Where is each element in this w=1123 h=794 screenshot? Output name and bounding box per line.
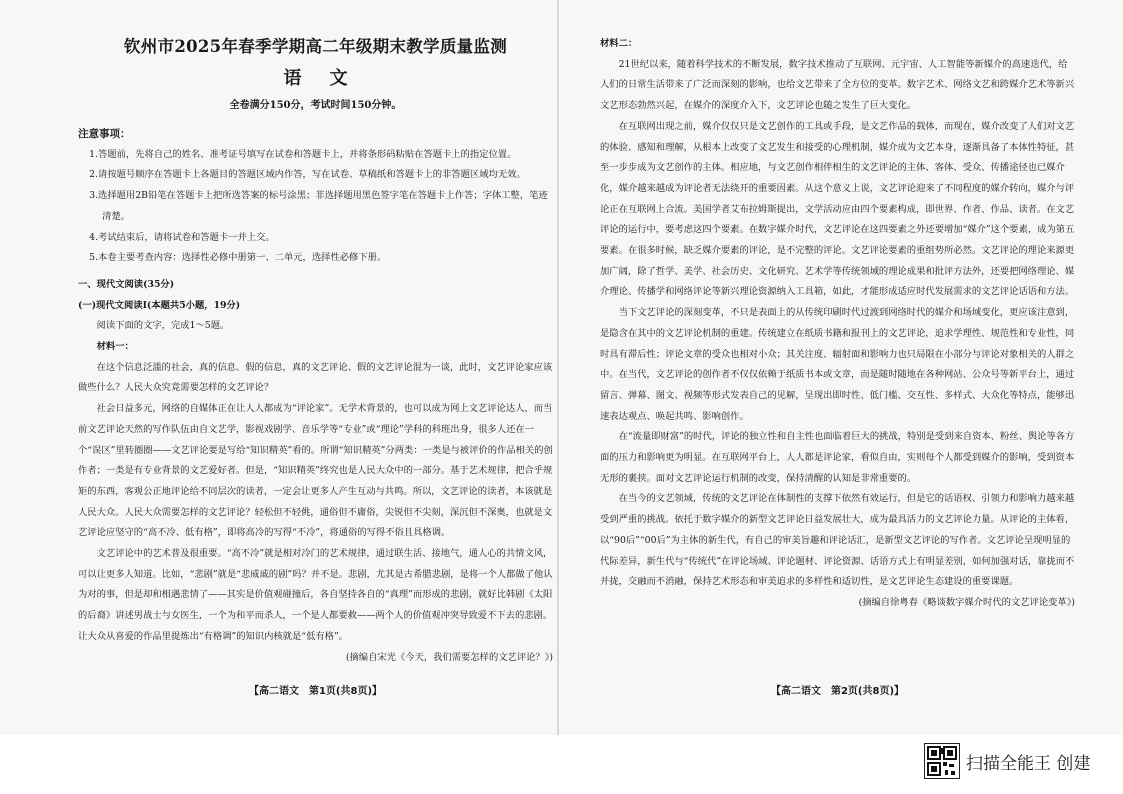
paragraph: 21世纪以来，随着科学技术的不断发展，数字技术推动了互联网、元宇宙、人工智能等新媒介的高速迭代，给人们的日常生活带来了广泛而深刻的影响，也给文艺带来了全方位的变革。数字艺术、网络文艺和跨媒介艺术等新兴文艺形态勃然兴起，在媒介的深度介入下，文艺评论也随之发生了巨大变化。 (600, 58, 1075, 112)
paragraph: 当下文艺评论的深刻变革，不只是表面上的从传统印刷时代过渡到网络时代的媒介和场域变化，更应该注意到，是隐含在其中的文艺评论机制的重建。传统建立在纸质书籍和报刊上的文艺评论，追求学理性、规范性和专业性，同时具有滞后性；评论文章的受众也相对小众；其关注度、辐射面和影响力也只局限在小部分与评论对象相关的人群之中。在当代，文艺评论的创作者不仅仅依赖于纸质书本或文章，而是随时随地在各种网站、公众号等新平台上，通过留言、弹幕、图文、视频等形式发表自己的见解，呈现出即时性、低门槛、交互性、多样式、大众化等特点，能够迅速表达观点、唤起共鸣、影响创作。 (600, 307, 1075, 422)
notice-title: 注意事项： (78, 128, 131, 140)
page-footer: 【高二语文 第1页(共8页)】 (248, 686, 383, 697)
score-line: 全卷满分150分，考试时间150分钟。 (229, 100, 402, 111)
page-footer: 【高二语文 第2页(共8页)】 (770, 686, 905, 697)
notice-item: 5.本卷主要考查内容：选择性必修中册第一、二单元，选择性必修下册。 (89, 252, 387, 264)
subject-heading: 语文 (283, 68, 376, 89)
qr-code-icon (924, 743, 960, 779)
exam-title: 钦州市2025年春季学期高二年级期末教学质量监测 (123, 37, 508, 56)
paragraph: 在“流量即财富”的时代，评论的独立性和自主性也面临着巨大的挑战，特别是受到来自资本、粉丝、舆论等各方面的压力和影响更为明显。在互联网平台上，人人都是评论家，看似自由，实则每个人都受到媒介的影响，受到资本无形的裹挟。面对文艺评论运行机制的改变，保持清醒的认知是非常重要的。 (600, 431, 1075, 484)
notice-item: 2.请按题号顺序在答题卡上各题目的答题区域内作答，写在试卷、草稿纸和答题卡上的非答题区域均无效。 (89, 169, 526, 181)
subsection-heading: (一)现代文阅读Ⅰ(本题共5小题，19分) (78, 299, 241, 311)
source-citation: (摘编自徐粤春《略谈数字媒介时代的文艺评论变革》) (858, 596, 1075, 608)
page-divider (557, 0, 559, 735)
paragraph: 在当今的文艺领域，传统的文艺评论在体制性的支撑下依然有效运行，但是它的话语权、引领力和影响力越来越受到严重的挑战。依托于数字媒介的新型文艺评论日益发展壮大，成为最具活力的文艺评论力量。从评论的主体看，以“90后”“00后”为主体的新生代，有自己的审美旨趣和评论话汇，是新型文艺评论的写作者。文艺评论呈现明显的代际差异，新生代与“传统代”在评论场域、评论题材、评论资源、话语方式上有明显差别，如何加强对话，靠拢而不并拢，交融而不消融，保持艺术形态和审美追求的多样性和适切性，是文艺评论生态建设的重要课题。 (600, 493, 1075, 588)
scanner-brand-label: 扫描全能王 创建 (966, 754, 1091, 774)
notice-item: 3.选择题用2B铅笔在答题卡上把所选答案的标号涂黑；非选择题用黑色签字笔在答题卡上作答；字体工整，笔迹清楚。 (89, 190, 548, 222)
paragraph: 在互联网出现之前，媒介仅仅只是文艺创作的工具或手段，是文艺作品的载体，而现在，媒介改变了人们对文艺的体验、感知和理解，从根本上改变了文艺发生和接受的心理机制，媒介成为文艺本身，逐渐具备了本体性特征，甚至一步步成为文艺创作的主体。相应地，与文艺创作相伴相生的文艺评论的主体、客体、受众、传播途径也已媒介化，媒介越来越成为评论者无法绕开的重要因素。从这个意义上说，文艺评论迎来了不同程度的媒介转向，媒介与评论正在互联网上合流。美国学者艾布拉姆斯提出，文学活动应由四个要素构成，即世界、作者、作品、读者。在文艺评论的运行中，要考虑这四个要素。在数字媒介时代，文艺评论在这四要素之外还要增加“媒介”这个要素，成为第五要素。在很多时候，缺乏媒介要素的评论，是不完整的评论。文艺评论要素的重组势所必然。文艺评论的理论来源更加广阔，除了哲学、美学、社会历史、文化研究、艺术学等传统领域的理论成果和批评方法外，还要把网络理论、媒介理论、传播学和网络评论等新兴理论资源纳入工具箱，如此，才能形成适应时代发展需求的文艺评论话语和方法。 (600, 120, 1075, 298)
source-citation: (摘编自宋光《今天，我们需要怎样的文艺评论？》) (345, 651, 553, 663)
paragraph: 在这个信息泛滥的社会，真的信息、假的信息，真的文艺评论、假的文艺评论混为一谈，此时，文艺评论家应该做些什么？人民大众究竟需要怎样的文艺评论？ (78, 361, 553, 394)
notice-item: 1.答题前，先将自己的姓名、准考证号填写在试卷和答题卡上，并将条形码粘贴在答题卡上的指定位置。 (89, 148, 517, 160)
paragraph: 社会日益多元，网络的自媒体正在让人人都成为“评论家”。无学术背景的，也可以成为网上文艺评论达人，而当前文艺评论天然的写作队伍由自文艺学，影视戏剧学、音乐学等“专业”或“理论”学科的科班出身，很多人还在一个“误区”里转圈圈——文艺评论要是写给“知识精英”看的。所谓“知识精英”分两类：一类是与被评价的作品相关的创作者；一类是有专业背景的文艺爱好者。但是，“知识精英”终究也是人民大众中的一部分。基于艺术规律，把合乎规矩的东西，客观公正地评论给不同层次的读者，一定会让更多人产生互动与共鸣。所以，文艺评论的读者，本该就是人民大众。人民大众需要怎样的文艺评论？轻松但不轻佻，通俗但不庸俗，尖锐但不尖刻，深沉但不深奥，也就是文艺评论应坚守的“高不冷、低有格”，即将高冷的写得“不冷”，将通俗的写得不俗且具格调。 (78, 403, 553, 539)
paragraph: 文艺评论中的艺术普及很重要。“高不冷”就是相对冷门的艺术规律，通过联生活、接地气，通人心的共情文风，可以让更多人知道。比如，“悲剧”就是“悲威戚的剧”吗？并不是。悲剧，尤其是古希腊悲剧，是将一个人都做了他认为对的事，但是却和相遇悲情了——其实是价值观碰撞后，各自坚持各自的“真理”而形成的悲剧，就好比韩剧《太阳的后裔》讲述男战士与女医生，一个为和平而杀人，一个是人都要救——两个人的价值观冲突导致爱不下去的悲剧。让大众从喜爱的作品里提炼出“有格调”的知识内核就是“低有格”。 (78, 548, 553, 642)
section-heading: 一、现代文阅读(35分) (78, 278, 175, 290)
material-label: 材料一： (96, 341, 134, 353)
material-label: 材料二： (600, 38, 638, 49)
notice-item: 4.考试结束后，请将试卷和答题卡一并上交。 (89, 231, 275, 243)
page-right (600, 34, 1075, 614)
reading-instruction: 阅读下面的文字，完成1～5题。 (96, 320, 230, 332)
page-left (78, 34, 553, 668)
